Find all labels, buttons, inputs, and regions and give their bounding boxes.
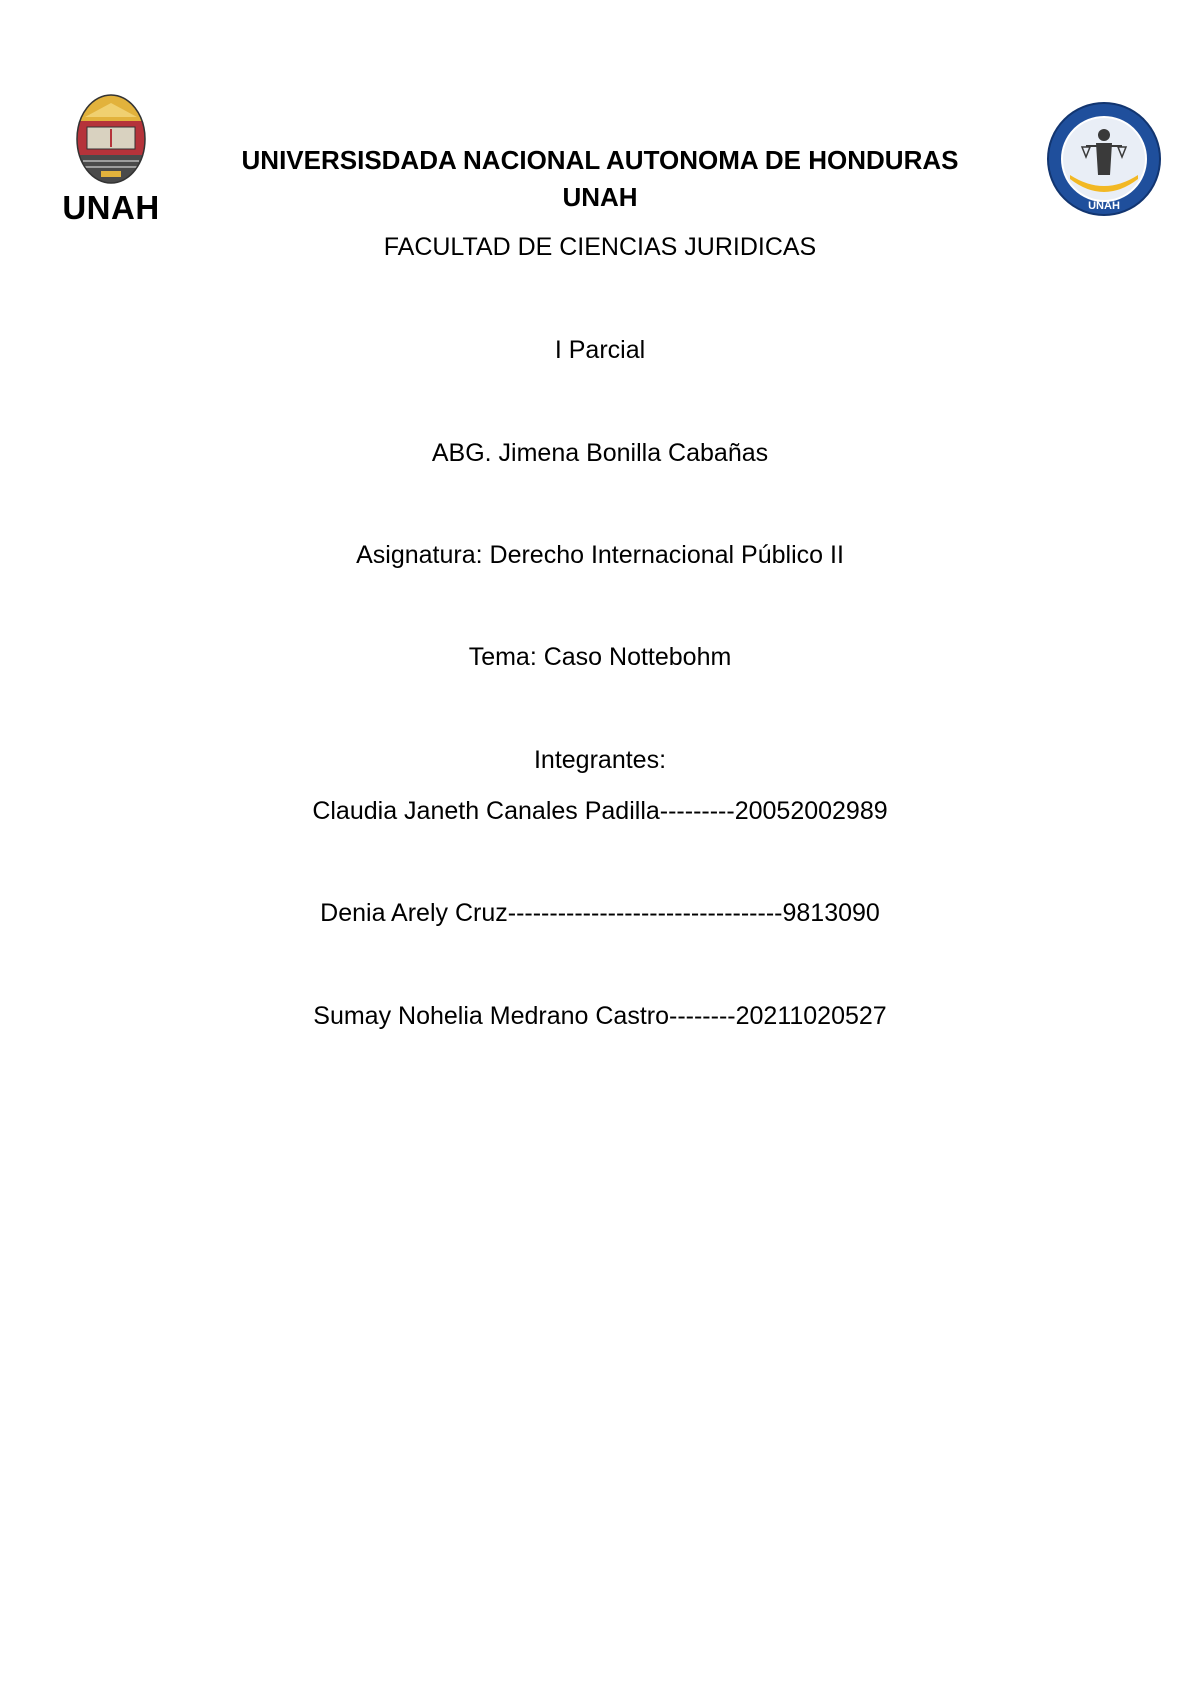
- faculty-name: FACULTAD DE CIENCIAS JURIDICAS: [383, 233, 817, 261]
- topic-line: Tema: Caso Nottebohm: [468, 643, 732, 671]
- university-name: UNIVERSISDADA NACIONAL AUTONOMA DE HONDURAS: [241, 145, 959, 175]
- exam-label: I Parcial: [554, 336, 646, 364]
- subject-line: Asignatura: Derecho Internacional Público II: [356, 541, 844, 569]
- unah-wordmark: UNAH: [62, 189, 160, 226]
- member-item: Sumay Nohelia Medrano Castro--------20211020527: [313, 1002, 887, 1030]
- member-item: Claudia Janeth Canales Padilla---------20052002989: [312, 797, 888, 825]
- university-acronym: UNAH: [562, 182, 638, 212]
- professor-name: ABG. Jimena Bonilla Cabañas: [431, 439, 769, 467]
- member-item: Denia Arely Cruz---------------------------------9813090: [320, 899, 880, 927]
- members-label: Integrantes:: [533, 746, 667, 774]
- seal-bottom-text: UNAH: [1088, 200, 1120, 212]
- university-title: [0, 142, 1200, 216]
